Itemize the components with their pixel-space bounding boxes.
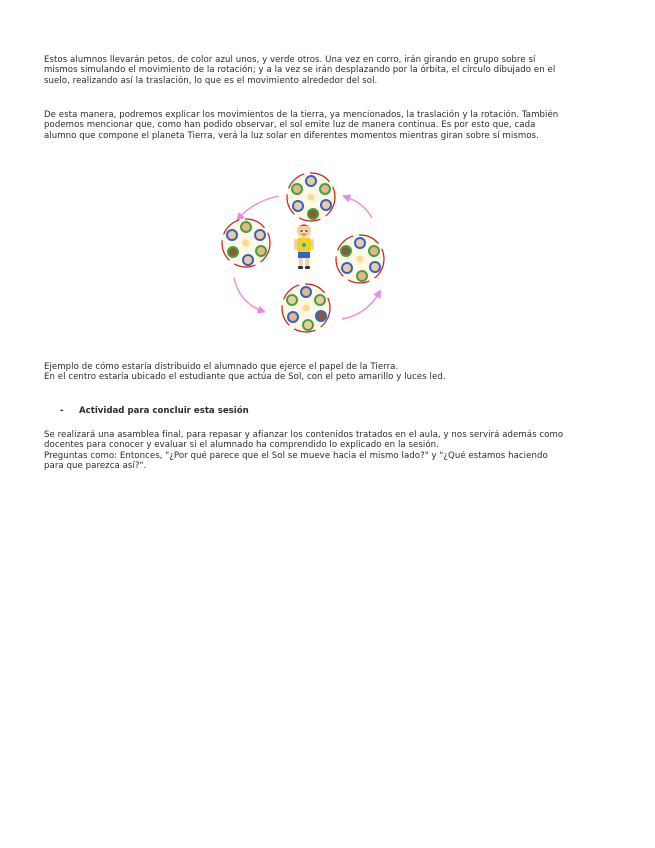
paragraph-intro-text: Estos alumnos llevarán petos, de color azul unos, y verde otros. Una vez en corro, irán girando en grupo sobre sí mismos simulando el movimiento de la rotación; y a la vez se irán desplazando por la órbita, el círculo dibujado en el suelo, realizando así la traslación, lo que es el movimiento alrededor del sol. [44,55,556,86]
earth-group-left [222,219,270,267]
figure-caption [44,362,564,383]
orbit-arrow-bottom-left [234,278,262,311]
earth-group-bottom [282,284,330,332]
activity-heading-text: Actividad para concluir esta sesión [79,406,249,416]
paragraph-conclusion-text: Se realizará una asamblea final, para repasar y afianzar los contenidos tratados en el aula, y nos servirá además como docentes para conocer y evaluar si el alumnado ha comprendido lo explicado en la sesión. [44,430,564,451]
paragraph-explanation [44,110,564,141]
earth-sun-diagram [214,163,408,345]
earth-group-right [336,235,384,283]
orbit-arrow-top-right [346,197,372,218]
orbit-arrow-bottom-right [342,293,379,319]
earth-group-top [287,173,335,221]
paragraph-questions: Preguntas como: Entonces, "¿Por qué parece que el Sol se mueve hacia el mismo lado?" y "¿Qué estamos haciendo para que parezca así?". [44,450,548,472]
paragraph-explanation-text: De esta manera, podremos explicar los movimientos de la tierra, ya mencionados, la traslación y la rotación. También podemos mencionar que, como han podido observar, el sol emite luz de manera continua. Es por esto que, cada alumno que compone el planeta Tierra, verá la luz solar en diferentes momentos mientras giran sobre sí mismos. [44,110,559,141]
caption-line-1: Ejemplo de cómo estaría distribuido el alumnado que ejerce el papel de la Tierra. [44,362,399,372]
caption-line-2: En el centro estaría ubicado el estudiante que actúa de Sol, con el peto amarillo y luces led. [44,372,446,383]
activity-heading [60,406,249,416]
bullet-dash: - [60,406,64,416]
sun-student [294,224,314,269]
orbit-arrow-top-left [239,196,279,218]
paragraph-conclusion [44,430,564,472]
paragraph-intro [44,55,564,86]
